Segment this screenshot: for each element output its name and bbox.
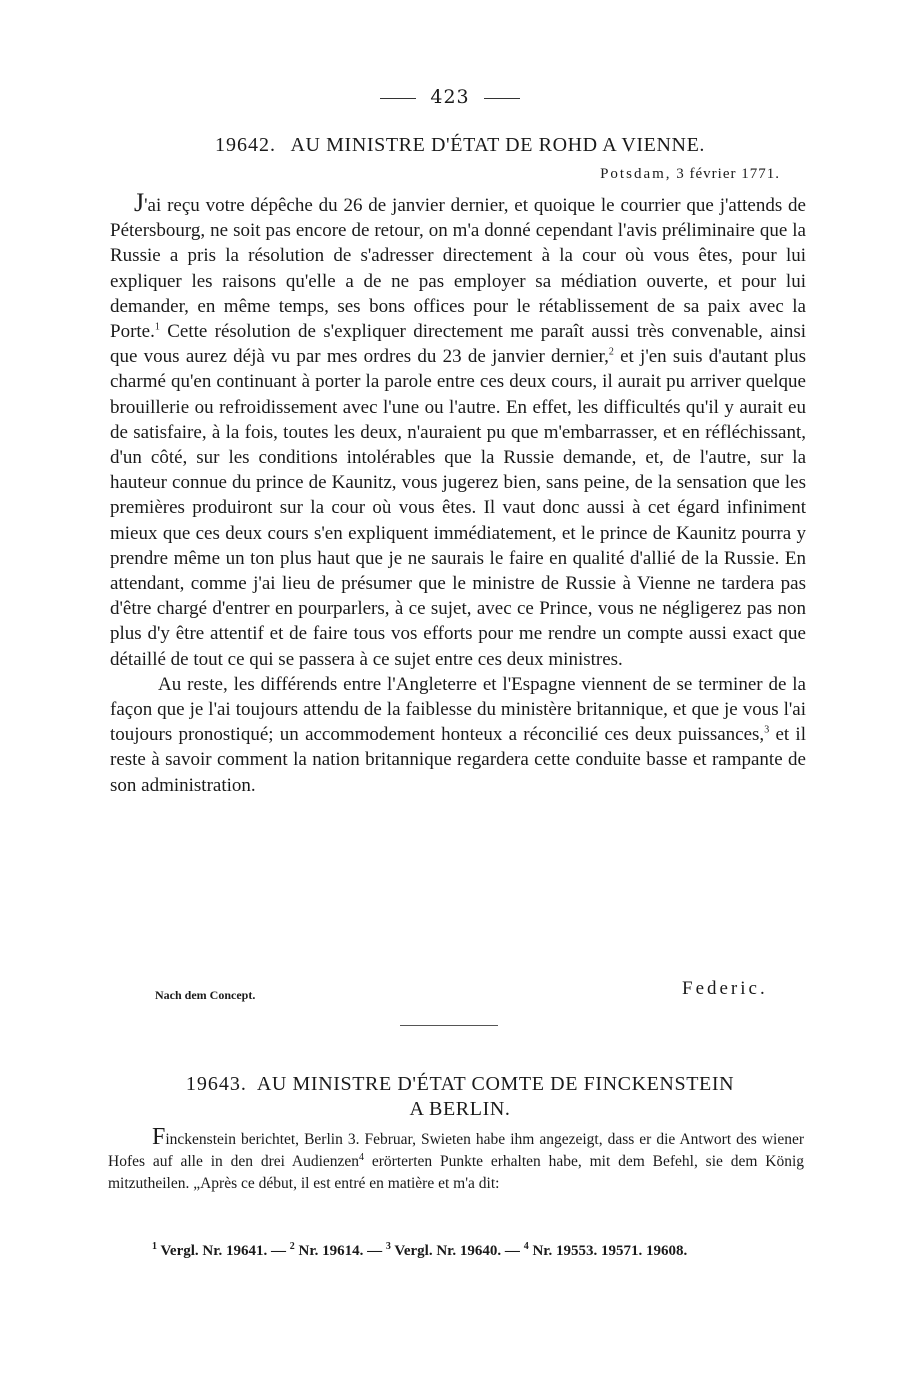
letter-1-para2-b: et il reste à savoir comment la nation britannique regardera cette conduite basse et rampante de son administration. bbox=[110, 724, 806, 796]
section-divider bbox=[400, 1025, 498, 1026]
letter-1-para2-a: Au reste, les différends entre l'Angleterre et l'Espagne viennent de se terminer de la façon que je l'ai toujours attendu de la faiblesse du ministère britannique, et que je vous l'ai toujours pronostiqué; un accommodement honteux a réconcilié ces deux puissances, bbox=[110, 673, 806, 746]
footnote-text-2: Nr. 19614. — bbox=[294, 1243, 386, 1259]
footnote-ref-1[interactable]: 1 bbox=[154, 321, 160, 333]
footnotes bbox=[108, 1240, 808, 1263]
footnote-line bbox=[108, 1240, 808, 1263]
letter-1-paragraph-2 bbox=[110, 672, 806, 798]
footnote-ref-3[interactable]: 3 bbox=[764, 724, 770, 736]
letter-1-title: AU MINISTRE D'ÉTAT DE ROHD A VIENNE. bbox=[290, 134, 706, 156]
letter-1-heading bbox=[110, 134, 810, 157]
letter-1-date: 3 février 1771. bbox=[676, 166, 780, 182]
footnote-text-4: Nr. 19553. 19571. 19608. bbox=[528, 1243, 688, 1259]
page-number bbox=[0, 86, 900, 108]
footnote-ref-4[interactable]: 4 bbox=[359, 1151, 365, 1163]
letter-2-heading bbox=[110, 1073, 810, 1121]
letter-1-para1-a: 'ai reçu votre dépêche du 26 de janvier dernier, et quoique le courrier que j'attends de Pétersbourg, ne soit pas encore de retour, on m'a donné cependant l'avis préliminaire que la Russie a pris la résolution de s'adresser directement à la cour où vous êtes, pour lui expliquer les raisons qu'elle a de ne pas employer sa médiation ouverte, et pour lui demander, en même temps, ses bons offices pour le rétablissement de sa paix avec la Porte. bbox=[110, 195, 806, 343]
letter-1-signature: Federic. bbox=[682, 978, 768, 999]
letter-1-body bbox=[110, 190, 806, 798]
letter-2-dropcap: F bbox=[152, 1124, 166, 1150]
footnote-marker-3: 3 bbox=[385, 1241, 391, 1252]
letter-2-heading-line-1 bbox=[110, 1073, 810, 1096]
letter-1-para1-c: et j'en suis d'autant plus charmé qu'en continuant à porter la parole entre ces deux cours, il aurait pu arriver quelque brouillerie ou refroidissement avec l'une ou l'autre. En effet, les difficultés qu'il y aurait eu de satisfaire, à la fois, toutes les deux, n'auraient pu que m'embarrasser, et en réfléchissant, d'un côté, sur les conditions intolérables que la Russie demande, et, de l'autre, sur la hauteur connue du prince de Kaunitz, vous jugerez bien, sans peine, de la sensation que les premières produiront sur la cour où vous êtes. Il vaut donc aussi à cet égard infiniment mieux que ces deux cours s'en expliquent immédiatement, et le prince de Kaunitz pourra y prendre même un ton plus haut que je ne saurais le faire en qualité d'allié de la Russie. En attendant, comme j'ai lieu de présumer que le ministre de Russie à Vienne ne tardera pas d'être chargé d'entrer en pourparlers, à ce sujet, avec ce Prince, vous ne négligerez pas non plus d'y être attentif et de faire tous vos efforts pour me rendre un compte aussi exact que détaillé de tout ce qui se passera à ce sujet entre ces deux ministres. bbox=[110, 346, 806, 670]
letter-1-paragraph-1 bbox=[110, 190, 806, 672]
letter-2-title-line-2: A BERLIN. bbox=[409, 1098, 511, 1120]
letter-2-summary-paragraph bbox=[108, 1126, 804, 1195]
footnote-marker-2: 2 bbox=[289, 1241, 295, 1252]
letter-2-title-line-1: AU MINISTRE D'ÉTAT COMTE DE FINCKENSTEIN bbox=[256, 1073, 735, 1095]
letter-2-summary bbox=[108, 1126, 804, 1195]
footnote-ref-2[interactable]: 2 bbox=[608, 346, 614, 358]
letter-1-source-note: Nach dem Concept. bbox=[155, 988, 256, 1002]
page-number-dash-right bbox=[484, 98, 520, 99]
letter-2-number: 19643. bbox=[185, 1073, 247, 1095]
letter-1-para1-b: Cette résolution de s'expliquer directement me paraît aussi très convenable, ainsi que vous aurez déjà vu par mes ordres du 23 de janvier dernier, bbox=[110, 321, 806, 368]
letter-2-summary-a: inckenstein berichtet, Berlin 3. Februar, Swieten habe ihm angezeigt, dass er die Antwort des wiener Hofes auf alle in den drei Audienzen bbox=[108, 1131, 804, 1170]
footnote-text-3: Vergl. Nr. 19640. — bbox=[390, 1243, 524, 1259]
footnote-marker-4: 4 bbox=[523, 1241, 529, 1252]
letter-1-dropcap: J bbox=[134, 188, 145, 217]
letter-1-place: Potsdam, bbox=[600, 166, 672, 182]
letter-1-dateline bbox=[600, 166, 780, 183]
letter-2-summary-b: erörterten Punkte erhalten habe, mit dem Befehl, sie dem König mitzutheilen. „Après ce début, il est entré en matière et m'a dit: bbox=[108, 1153, 804, 1192]
letter-1-number: 19642. bbox=[214, 134, 276, 156]
footnote-text-1: Vergl. Nr. 19641. — bbox=[157, 1243, 290, 1259]
footnote-marker-1: 1 bbox=[152, 1241, 157, 1252]
page-number-dash-left bbox=[380, 98, 416, 99]
page-number-text: 423 bbox=[430, 86, 470, 108]
